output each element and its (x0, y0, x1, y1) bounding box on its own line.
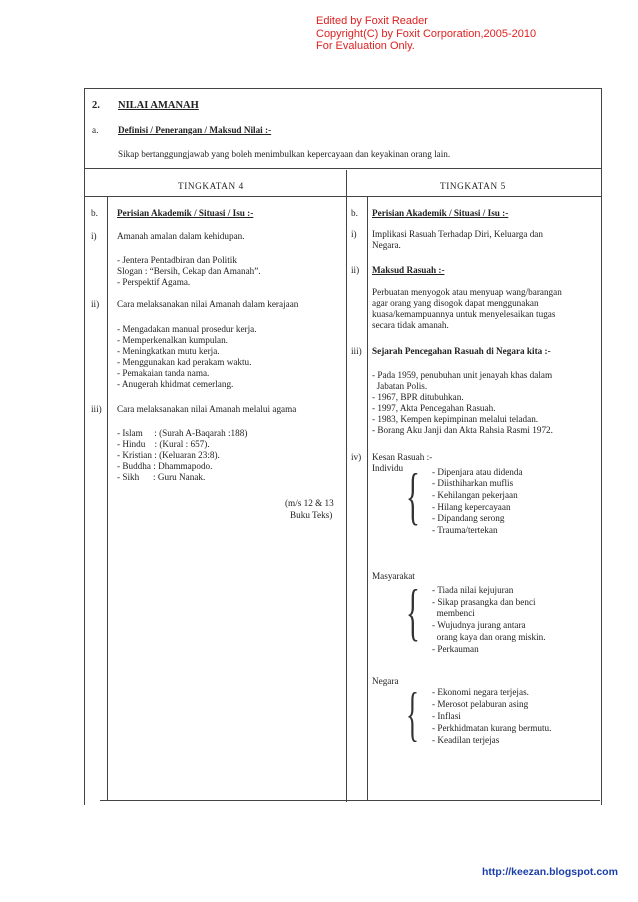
watermark-line-1: Edited by Foxit Reader (316, 15, 428, 27)
left-i-line: - Perspektif Agama. (117, 277, 191, 287)
masyarakat-item: - Sikap prasangka dan benci (432, 597, 536, 607)
negara-item: - Keadilan terjejas (432, 735, 500, 745)
right-ii-line: Perbuatan menyogok atau menyuap wang/barangan (372, 287, 562, 297)
right-iii-number: iii) (351, 346, 362, 356)
right-column-heading: TINGKATAN 5 (440, 181, 506, 191)
negara-item: - Merosot pelaburan asing (432, 699, 529, 709)
watermark-line-3: For Evaluation Only. (316, 40, 415, 52)
subsection-title: Definisi / Penerangan / Maksud Nilai :- (118, 125, 272, 135)
negara-brace: { (406, 681, 419, 747)
right-iii-line: - 1983, Kempen kepimpinan melalui teladan. (372, 414, 539, 424)
left-i-text: Amanah amalan dalam kehidupan. (117, 231, 245, 241)
left-ii-text: Cara melaksanakan nilai Amanah dalam kerajaan (117, 299, 299, 309)
right-i-number: i) (351, 229, 357, 239)
masyarakat-item: membenci (432, 608, 475, 618)
watermark-line-2: Copyright(C) by Foxit Corporation,2005-2010 (316, 27, 537, 40)
left-ii-number: ii) (91, 299, 100, 309)
masyarakat-brace: { (406, 576, 420, 647)
left-iii-line: - Islam : (Surah A-Baqarah :188) (117, 428, 248, 438)
table-right-border (601, 88, 602, 805)
right-iv-title: Kesan Rasuah :- (372, 452, 433, 462)
left-ii-line: - Pemakaian tanda nama. (117, 368, 210, 378)
left-iii-line: - Buddha : Dhammapodo. (117, 461, 213, 471)
left-iii-line: - Sikh : Guru Nanak. (117, 472, 206, 482)
column-divider (346, 170, 347, 802)
table-left-border (84, 88, 85, 805)
table-bottom-border (100, 800, 600, 801)
left-b-letter: b. (91, 208, 98, 218)
right-ii-line: kuasa/kemampuannya untuk menyelesaikan tugas (372, 309, 556, 319)
right-ii-number: ii) (351, 265, 360, 275)
right-iii-line: Jabatan Polis. (372, 381, 428, 391)
left-ii-line: - Meningkatkan mutu kerja. (117, 346, 220, 356)
right-i-line: Implikasi Rasuah Terhadap Diri, Keluarga dan (372, 229, 543, 239)
subsection-letter: a. (92, 125, 99, 135)
footer-url[interactable]: http://keezan.blogspot.com (482, 866, 618, 878)
left-iii-number: iii) (91, 404, 102, 414)
left-b-title: Perisian Akademik / Situasi / Isu :- (117, 208, 254, 218)
left-i-line: - Jentera Pentadbiran dan Politik (117, 255, 237, 265)
right-ii-title: Maksud Rasuah :- (372, 265, 445, 275)
columns-header-bottom-border (84, 196, 602, 197)
negara-item: - Ekonomi negara terjejas. (432, 687, 529, 697)
masyarakat-label: Masyarakat (372, 571, 415, 581)
individu-item: - Diisthiharkan muflis (432, 478, 514, 488)
masyarakat-item: - Wujudnya jurang antara (432, 620, 526, 630)
individu-item: - Kehilangan pekerjaan (432, 490, 518, 500)
individu-label: Individu (372, 463, 404, 473)
masyarakat-item: orang kaya dan orang miskin. (432, 632, 546, 642)
definition-bottom-border (84, 168, 602, 169)
negara-item: - Inflasi (432, 711, 461, 721)
right-ii-line: agar orang yang disogok dapat menggunakan (372, 298, 539, 308)
left-column-heading: TINGKATAN 4 (178, 181, 244, 191)
left-ii-line: - Menggunakan kad perakam waktu. (117, 357, 252, 367)
table-top-border (84, 88, 602, 89)
left-iii-line: - Hindu : (Kural : 657). (117, 439, 210, 449)
individu-brace: { (406, 460, 420, 531)
definition-text: Sikap bertanggungjawab yang boleh menimbulkan kepercayaan dan keyakinan orang lain. (118, 149, 451, 159)
inner-right-rule (367, 196, 368, 801)
individu-item: - Trauma/tertekan (432, 525, 498, 535)
individu-item: - Dipandang serong (432, 513, 505, 523)
right-b-title: Perisian Akademik / Situasi / Isu :- (372, 208, 509, 218)
right-iii-line: - 1997, Akta Pencegahan Rasuah. (372, 403, 496, 413)
left-ii-line: - Mengadakan manual prosedur kerja. (117, 324, 257, 334)
right-i-line: Negara. (372, 240, 401, 250)
right-iii-line: - 1967, BPR ditubuhkan. (372, 392, 464, 402)
left-iii-line: - Kristian : (Keluaran 23:8). (117, 450, 220, 460)
negara-label: Negara (372, 676, 399, 686)
textbook-reference: (m/s 12 & 13 (285, 498, 334, 508)
right-iv-number: iv) (351, 452, 362, 462)
negara-item: - Perkhidmatan kurang bermutu. (432, 723, 552, 733)
foxit-watermark (316, 15, 536, 53)
right-iii-line: - Pada 1959, penubuhan unit jenayah khas dalam (372, 370, 553, 380)
masyarakat-item: - Perkauman (432, 644, 479, 654)
textbook-reference: Buku Teks) (290, 510, 333, 520)
right-iii-line: - Borang Aku Janji dan Akta Rahsia Rasmi 1972. (372, 425, 553, 435)
right-ii-line: secara tidak amanah. (372, 320, 449, 330)
left-ii-line: - Anugerah khidmat cemerlang. (117, 379, 234, 389)
masyarakat-item: - Tiada nilai kejujuran (432, 585, 514, 595)
individu-item: - Dipenjara atau didenda (432, 467, 523, 477)
inner-left-rule (107, 196, 108, 801)
left-ii-line: - Memperkenalkan kumpulan. (117, 335, 228, 345)
left-i-line: Slogan : “Bersih, Cekap dan Amanah”. (117, 266, 261, 276)
right-b-letter: b. (351, 208, 358, 218)
left-iii-text: Cara melaksanakan nilai Amanah melalui agama (117, 404, 297, 414)
right-iii-title: Sejarah Pencegahan Rasuah di Negara kita :- (372, 346, 551, 356)
individu-item: - Hilang kepercayaan (432, 502, 511, 512)
section-title: NILAI AMANAH (118, 100, 199, 111)
left-i-number: i) (91, 231, 97, 241)
section-number: 2. (92, 100, 100, 111)
